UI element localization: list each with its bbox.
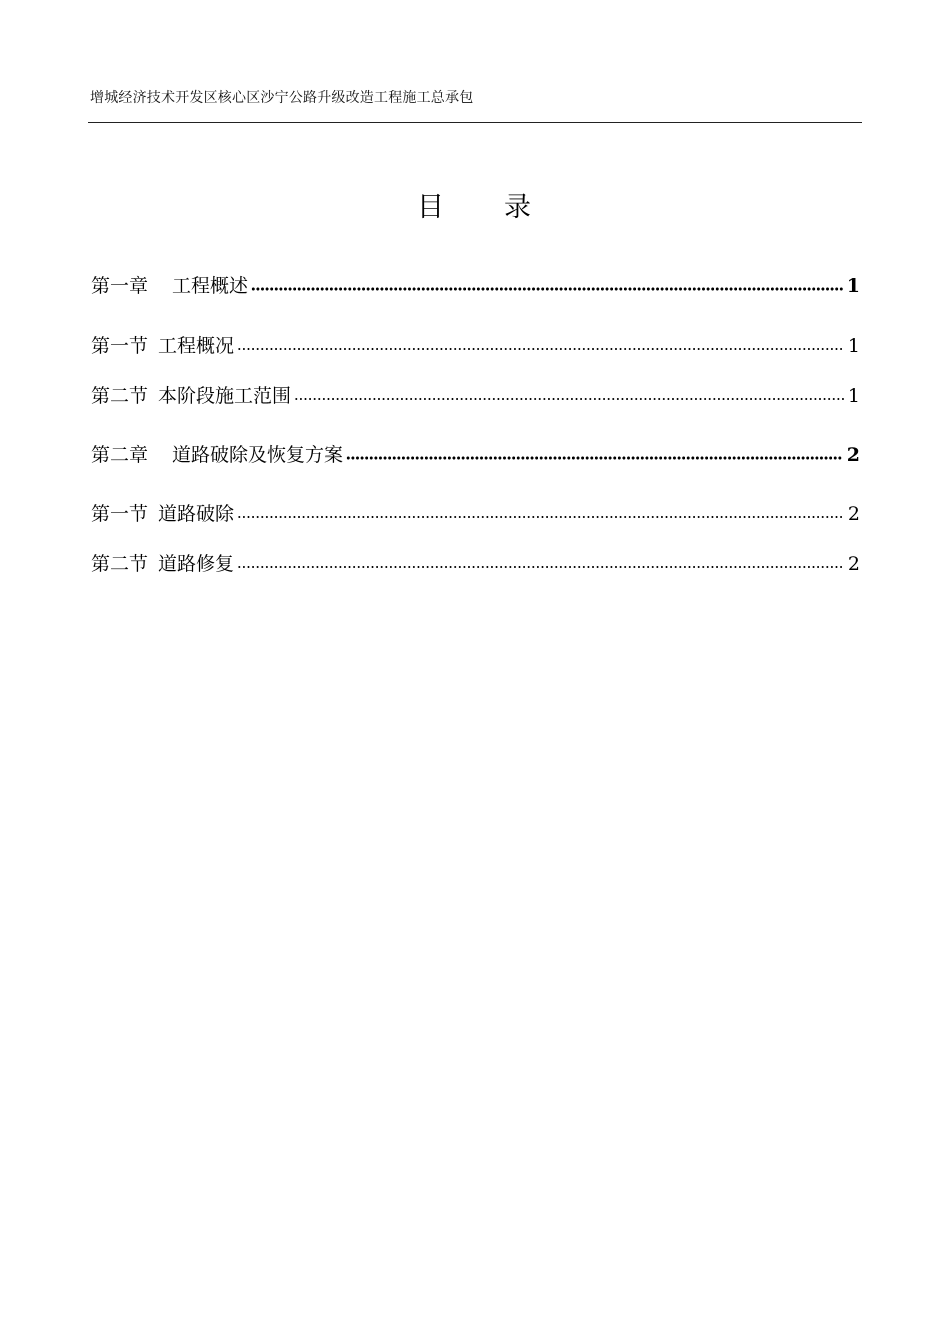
toc-entry-page-number: 1: [846, 275, 860, 297]
toc-entry-page-number: 2: [847, 503, 860, 525]
dot-leader: [237, 345, 844, 353]
toc-entry-number: 第二章: [91, 444, 149, 466]
toc-entry-title: 工程概述: [172, 275, 249, 297]
running-header: 增城经济技术开发区核心区沙宁公路升级改造工程施工总承包: [90, 90, 474, 106]
toc-entry-number: 第一节: [91, 503, 149, 525]
toc-entry-page-number: 1: [847, 335, 860, 357]
toc-entry-number: 第一节: [91, 335, 149, 357]
toc-entry-page-number: 2: [847, 553, 860, 575]
toc-entry-label: [91, 500, 234, 528]
header-divider: [88, 122, 862, 123]
toc-entry-title: 工程概况: [158, 335, 235, 357]
toc-entry-number: 第一章: [91, 275, 149, 297]
toc-entry-title: 道路破除及恢复方案: [172, 444, 344, 466]
toc-entry-page-number: 1: [847, 385, 860, 407]
toc-entry-section-1-2[interactable]: [91, 382, 860, 410]
toc-entry-page-number: 2: [846, 444, 860, 466]
toc-entry-section-2-1[interactable]: [91, 500, 860, 528]
toc-entry-title: 道路破除: [158, 503, 235, 525]
toc-entry-title: 本阶段施工范围: [158, 385, 292, 407]
dot-leader: [346, 454, 843, 462]
toc-entry-chapter-2[interactable]: [91, 441, 860, 469]
dot-leader: [294, 395, 844, 403]
dot-leader: [251, 285, 843, 293]
toc-entry-section-1-1[interactable]: [91, 332, 860, 360]
toc-entry-chapter-1[interactable]: [91, 272, 860, 300]
toc-entry-label: [91, 382, 291, 410]
toc-entry-section-2-2[interactable]: [91, 550, 860, 578]
dot-leader: [237, 563, 844, 571]
toc-title-char-1: 目: [417, 192, 446, 223]
toc-entry-label: [91, 550, 234, 578]
toc-title-char-2: 录: [504, 192, 533, 223]
toc-entry-number: 第二节: [91, 385, 149, 407]
toc-entry-label: [91, 332, 234, 360]
toc-entry-label: [91, 272, 248, 300]
toc-title: [0, 188, 950, 228]
dot-leader: [237, 513, 844, 521]
toc-entry-label: [91, 441, 343, 469]
toc-entry-number: 第二节: [91, 553, 149, 575]
toc-entry-title: 道路修复: [158, 553, 235, 575]
